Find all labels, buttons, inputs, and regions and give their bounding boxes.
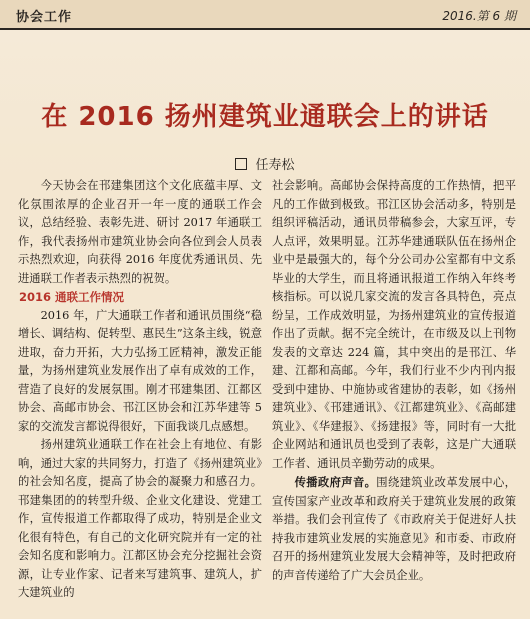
paragraph: 扬州建筑业通联工作在社会上有地位、有影响，通过大家的共同努力，打造了《扬州建筑业》的社会知名度，提高了协会的凝聚力和感召力。邗建集团的的转型升级、企业文化建设、党建工作，宣传报道工作都取得了成功，特别是企业文化很有特色，有自己的文化研究院并有一定的社会知名度和影响力。江都区协会充分挖掘社会资源，让专业作家、记者来写建筑事、建筑人，扩大建筑业的 xyxy=(18,438,262,599)
square-bullet-icon xyxy=(235,158,247,170)
paragraph: 今天协会在邗建集团这个文化底蕴丰厚、文化氛围浓厚的企业召开一年一度的通联工作会议，总结经验、表彰先进、研讨 2017 年通联工作，我代表扬州市建筑业协会向各位到会人员表示热烈欢迎，向获得 2016 年度优秀通讯员、先进通联工作者表示热烈的祝贺。 xyxy=(18,179,262,285)
section-label: 协会工作 xyxy=(16,10,73,25)
lead-phrase: 传播政府声音。 xyxy=(294,475,377,489)
issue-number: 2016.第 6 期 xyxy=(442,9,516,23)
paragraph xyxy=(272,473,516,585)
left-column xyxy=(18,177,262,603)
paragraph: 社会影响。高邮协会保持高度的工作热情，把平凡的工作做到极致。邗江区协会活动多，特别是组织评稿活动，通讯员带稿参会，大家互评，专人点评，效果明显。江苏华建通联队伍在扬州企业中是最强大的，每个分公司办公室都有中文系毕业的大学生，而且将通讯报道工作纳入年终考核指标。可以说几家交流的发言各具特色，亮点纷呈，工作成效明显，为扬州建筑业的宣传报道作出了贡献。据不完全统计，在市级及以上刊物发表的文章达 224 篇，其中突出的是邗江、华建、江都和高邮。今年，我们行业不少内刊内报受到中建协、中施协或省建协的表彰，如《扬州建筑业》、《邗建通讯》、《江都建筑业》、《高邮建筑业》、《华建报》、《扬建报》等，同时有一大批企业网站和通讯员也受到了表彰，这是广大通联工作者、通讯员辛勤劳动的成果。 xyxy=(272,179,516,470)
paragraph-body: 围绕建筑业改革发展中心，宣传国家产业改革和政府关于建筑业发展的政策举措。我们会刊宣传了《市政府关于促进好人扶持我市建筑业发展的实施意见》和市委、市政府召开的扬州建筑业发展大会精神等，及时把政府的声音传递给了广大会员企业。 xyxy=(272,476,516,582)
paragraph: 2016 年，广大通联工作者和通讯员围绕“稳增长、调结构、促转型、惠民生”这条主线，锐意进取，奋力开拓，大力弘扬工匠精神，激发正能量，为扬州建筑业发展作出了卓有成效的工作，营造了良好的发展氛围。刚才邗建集团、江都区协会、高邮市协会、邗江区协会和江苏华建等 5 家的交流发言都说得很好，下面我谈几点感想。 xyxy=(18,308,262,433)
section-subheading: 2016 通联工作情况 xyxy=(19,290,125,304)
author-line xyxy=(0,154,530,173)
article-title: 在 2016 扬州建筑业通联会上的讲话 xyxy=(41,102,489,132)
right-column xyxy=(272,177,516,585)
author-name: 任寿松 xyxy=(255,158,295,173)
